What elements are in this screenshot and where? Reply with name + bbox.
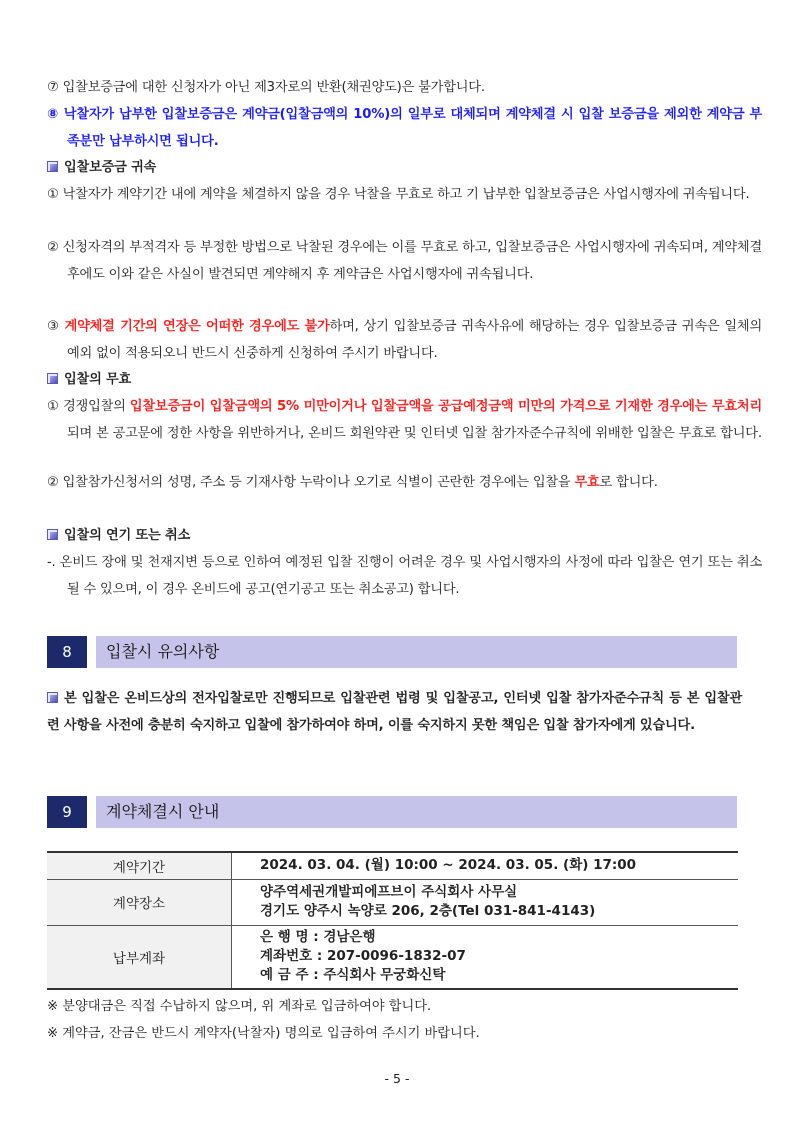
invalid-item-1: [47, 393, 762, 447]
table-row: [47, 879, 738, 925]
section-8-title: 입찰시 유의사항: [96, 636, 737, 668]
contract-info-table: [47, 851, 738, 990]
section-8-number: 8: [47, 636, 87, 668]
forfeit-item-3: [47, 313, 762, 367]
value-line: 은 행 명 : 경남은행: [260, 929, 376, 946]
invalid-item-2: [47, 469, 762, 496]
postpone-heading: [47, 522, 742, 549]
note-1: ※ 분양대금은 직접 수납하지 않으며, 위 계좌로 입금하여야 합니다.: [47, 999, 432, 1014]
section-9-number: 9: [47, 796, 87, 828]
forfeit-item-3-emphasis: 계약체결 기간의 연장은 어떠한 경우에도 불가: [64, 319, 330, 334]
row-value: [232, 852, 739, 879]
row-label: 계약장소: [47, 879, 232, 925]
postpone-item-1: -. 온비드 장애 및 천재지변 등으로 인하여 예정된 입찰 진행이 어려운 경우 및 사업시행자의 사정에 따라 입찰은 연기 또는 취소될 수 있으며, 이 경우 온비드에 공고(연기공고 또는 취소공고) 합니다.: [47, 555, 762, 597]
square-bullet-icon: [47, 161, 58, 172]
value-line: 2024. 03. 04. (월) 10:00 ~ 2024. 03. 05. (화) 17:00: [260, 857, 637, 874]
section-8-body: [47, 685, 742, 739]
row-label: 납부계좌: [47, 925, 232, 989]
page-number: - 5 -: [384, 1071, 410, 1086]
square-bullet-icon: [47, 373, 58, 384]
value-line: 양주역세권개발피에프브이 주식회사 사무실: [260, 884, 518, 900]
invalid-heading: [47, 366, 742, 393]
bid-deposit-item-8: ⑧ 낙찰자가 납부한 입찰보증금은 계약금(입찰금액의 10%)의 일부로 대체되며 계약체결 시 입찰 보증금을 제외한 계약금 부족분만 납부하시면 됩니다.: [47, 107, 762, 149]
invalid-item-2-prefix: ② 입찰참가신청서의 성명, 주소 등 기재사항 누락이나 오기로 식별이 곤란한 경우에는 입찰을: [47, 475, 575, 490]
forfeit-item-1: ① 낙찰자가 계약기간 내에 계약을 체결하지 않을 경우 낙찰을 무효로 하고 기 납부한 입찰보증금은 사업시행자에 귀속됩니다.: [47, 187, 750, 202]
note-2: ※ 계약금, 잔금은 반드시 계약자(낙찰자) 명의로 입금하여 주시기 바랍니다.: [47, 1026, 480, 1041]
forfeit-item-3-prefix: ③: [47, 319, 65, 334]
invalid-item-1-rest: 되며 본 공고문에 정한 사항을 위반하거나, 온비드 회원약관 및 인터넷 입찰 참가자준수규칙에 위배한 입찰은 무효로 합니다.: [67, 426, 762, 441]
value-line: 예 금 주 : 주식회사 무궁화신탁: [260, 967, 446, 984]
value-line: 경기도 양주시 녹양로 206, 2층(Tel 031-841-4143): [260, 903, 596, 919]
invalid-item-1-prefix: ① 경쟁입찰의: [47, 399, 130, 414]
forfeit-item-3-rest: 하며, 상기 입찰보증금 귀속사유에 해당하는 경우 입찰보증금 귀속은 일체의 예외 없이 적용되오니 반드시 신중하게 신청하여 주시기 바랍니다.: [67, 319, 762, 361]
table-row: [47, 925, 738, 989]
section-8-header: [47, 636, 737, 668]
section-9-header: [47, 796, 737, 828]
row-value: [232, 925, 739, 989]
section-9-title: 계약체결시 안내: [96, 796, 737, 828]
forfeit-heading: [47, 154, 742, 181]
section-8-body-text: 본 입찰은 온비드상의 전자입찰로만 진행되므로 입찰관련 법령 및 입찰공고, 인터넷 입찰 참가자준수규칙 등 본 입찰관련 사항을 사전에 충분히 숙지하고 입찰에 참가하여야 하며, 이를 숙지하지 못한 책임은 입찰 참가자에게 있습니다.: [47, 691, 742, 733]
table-row: [47, 852, 738, 879]
invalid-heading-text: 입찰의 무효: [64, 372, 132, 387]
row-label: 계약기간: [47, 852, 232, 879]
square-bullet-icon: [47, 529, 58, 540]
postpone-heading-text: 입찰의 연기 또는 취소: [64, 528, 191, 543]
forfeit-item-2: ② 신청자격의 부적격자 등 부정한 방법으로 낙찰된 경우에는 이를 무효로 하고, 입찰보증금은 사업시행자에 귀속되며, 계약체결 후에도 이와 같은 사실이 발견되면 계약해지 후 계약금은 사업시행자에 귀속됩니다.: [47, 240, 762, 282]
invalid-item-2-rest: 로 합니다.: [599, 475, 658, 490]
forfeit-heading-text: 입찰보증금 귀속: [64, 160, 157, 175]
bid-deposit-item-7: ⑦ 입찰보증금에 대한 신청자가 아닌 제3자로의 반환(채권양도)은 불가합니다.: [47, 80, 485, 95]
square-bullet-icon: [47, 692, 58, 703]
row-value: [232, 879, 739, 925]
invalid-item-2-emphasis: 무효: [574, 475, 600, 490]
value-line: 계좌번호 : 207-0096-1832-07: [260, 948, 466, 965]
invalid-item-1-emphasis: 입찰보증금이 입찰금액의 5% 미만이거나 입찰금액을 공급예정금액 미만의 가격으로 기재한 경우에는 무효처리: [129, 399, 762, 414]
